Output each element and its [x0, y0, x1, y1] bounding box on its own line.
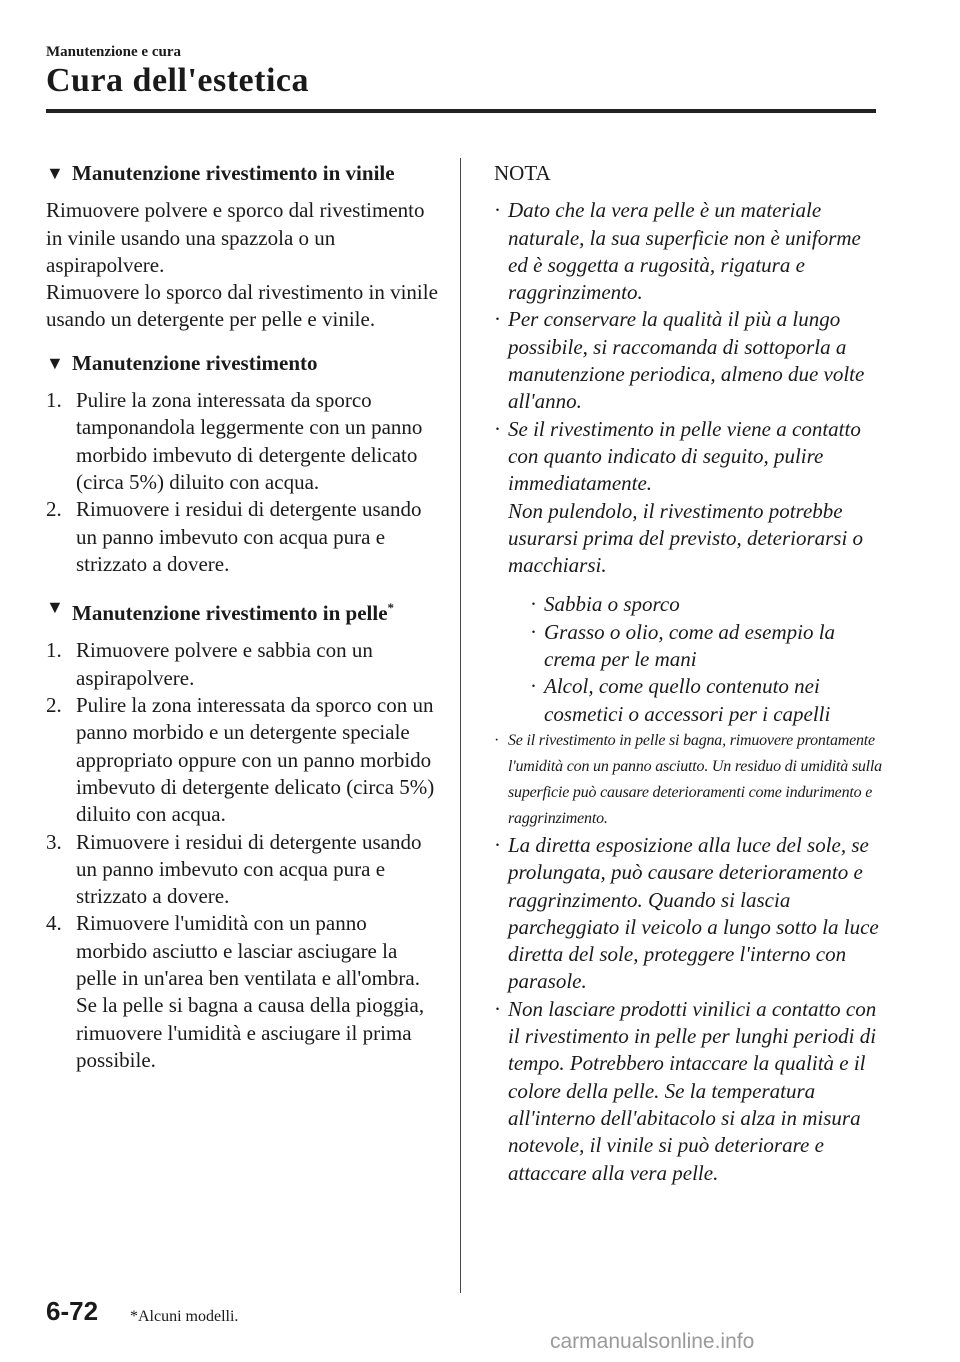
bullet-icon: · — [494, 996, 501, 1021]
step-number: 1. — [46, 638, 62, 663]
list-item: · Sabbia o sporco — [526, 591, 882, 618]
list-item — [46, 637, 438, 692]
bullet-icon: · — [530, 619, 537, 644]
leather-heading-text: Manutenzione rivestimento in pelle* — [72, 600, 395, 626]
list-item — [46, 692, 438, 828]
nota-column — [490, 160, 882, 1187]
list-item: · La diretta esposizione alla luce del sole, se prolungata, può causare deterioramento e raggrinzimento. Quando si lascia parcheggiato il veicolo a lungo sotto la luce diretta del sole, proteggere l'interno con parasole. — [494, 832, 879, 994]
bullet-icon: · — [494, 416, 501, 441]
nota-bullet-text: Se il rivestimento in pelle viene a contatto con quanto indicato di seguito, pulire immediatamente. — [508, 416, 861, 496]
list-item — [46, 910, 438, 1074]
step-text: Rimuovere l'umidità con un panno morbido asciutto e lasciar asciugare la pelle in un'area ben ventilata e all'ombra. Se la pelle si bagna a causa della pioggia, rimuovere l'umidità e asciugare il prima possibile. — [76, 911, 425, 1072]
upholstery-heading-text: Manutenzione rivestimento — [72, 350, 318, 375]
step-number: 3. — [46, 829, 62, 854]
list-item: · Per conservare la qualità il più a lungo possibile, si raccomanda di sottoporla a manutenzione periodica, almeno due volte all'anno. — [494, 307, 865, 414]
upholstery-heading — [46, 350, 438, 377]
bullet-icon: · — [530, 674, 537, 699]
nota-bullets — [490, 197, 882, 1187]
asterisk-marker: * — [387, 600, 395, 616]
step-number: 4. — [46, 911, 62, 936]
page-number: 6-72 — [46, 1296, 99, 1326]
leather-steps — [46, 637, 438, 1074]
list-item: · Alcol, come quello contenuto nei cosmetici o accessori per i capelli — [530, 674, 831, 726]
step-number: 1. — [46, 388, 62, 413]
triangle-down-icon: ▼ — [46, 352, 64, 373]
step-text: Rimuovere i residui di detergente usando un panno imbevuto con acqua pura e strizzato a dovere. — [76, 829, 422, 909]
nota-bullet-text: Non pulendolo, il rivestimento potrebbe usurarsi prima del previsto, deteriorarsi o macchiarsi. — [508, 498, 864, 578]
vinyl-heading-text: Manutenzione rivestimento in vinile — [72, 161, 395, 185]
triangle-down-icon: ▼ — [46, 163, 64, 183]
list-item: · Se il rivestimento in pelle si bagna, rimuovere prontamente l'umidità con un panno asciutto. Un residuo di umidità sulla superficie può causare deterioramenti come indurimento e raggrinzimento. — [490, 728, 882, 832]
watermark: carmanualsonline.info — [550, 1330, 755, 1353]
column-divider — [460, 158, 461, 1293]
header-rule — [46, 109, 876, 113]
page-title: Cura dell'estetica — [46, 62, 309, 99]
step-text: Rimuovere i residui di detergente usando un panno imbevuto con acqua pura e strizzato a dovere. — [76, 497, 422, 576]
footnote: *Alcuni modelli. — [130, 1308, 239, 1325]
step-number: 2. — [46, 693, 62, 718]
vinyl-heading — [46, 160, 438, 187]
left-column — [46, 160, 438, 1074]
triangle-down-icon: ▼ — [46, 597, 64, 618]
vinyl-paragraph-2: Rimuovere lo sporco dal rivestimento in vinile usando un detergente per pelle e vinile. — [46, 280, 438, 332]
list-item: · Dato che la vera pelle è un materiale naturale, la sua superficie non è uniforme ed è soggetta a rugosità, rigatura e raggrinzimento. — [494, 198, 861, 305]
list-item — [46, 829, 438, 911]
step-text: Rimuovere polvere e sabbia con un aspirapolvere. — [76, 638, 373, 690]
bullet-icon: · — [494, 731, 500, 749]
nota-sub-bullets — [526, 591, 882, 727]
section-label: Manutenzione e cura — [46, 44, 181, 60]
bullet-icon: · — [494, 307, 501, 332]
step-text: Pulire la zona interessata da sporco con un panno morbido e un detergente speciale appropriato oppure con un panno morbido imbevuto di detergente delicato (circa 5%) diluito con acqua. — [76, 693, 435, 827]
leather-heading — [46, 594, 438, 627]
list-item — [490, 416, 882, 728]
upholstery-steps — [46, 387, 438, 578]
list-item — [46, 496, 438, 578]
bullet-icon: · — [494, 198, 501, 223]
list-item: · Non lasciare prodotti vinilici a contatto con il rivestimento in pelle per lunghi periodi di tempo. Potrebbero intaccare la qualità e il colore della pelle. Se la temperatura all'interno dell'abitacolo si alza in misura notevole, il vinile si può deteriorare e attaccare alla vera pelle. — [494, 996, 877, 1185]
bullet-icon: · — [494, 832, 501, 857]
nota-title: NOTA — [494, 161, 551, 185]
list-item: · Grasso o olio, come ad esempio la crema per le mani — [530, 619, 836, 672]
list-item — [46, 387, 438, 496]
vinyl-paragraph-1: Rimuovere polvere e sporco dal rivestimento in vinile usando una spazzola o un aspirapolvere. — [46, 198, 425, 277]
step-number: 2. — [46, 497, 62, 522]
step-text: Pulire la zona interessata da sporco tamponandola leggermente con un panno morbido imbevuto di detergente delicato (circa 5%) diluito con acqua. — [76, 388, 423, 494]
bullet-icon: · — [530, 592, 537, 617]
